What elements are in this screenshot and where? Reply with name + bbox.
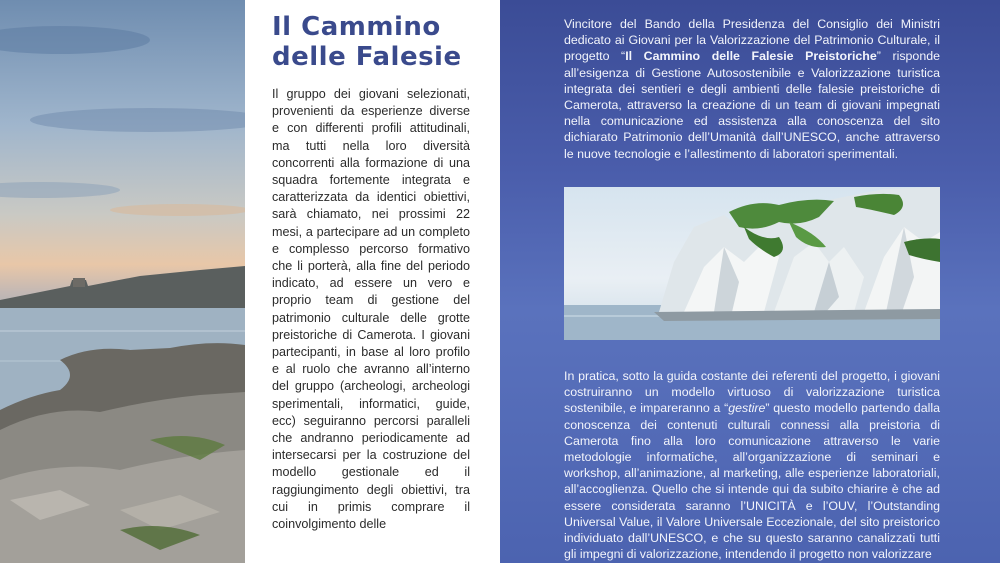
title-line-2: delle Falesie <box>272 42 462 72</box>
cliffs-illustration <box>564 187 940 340</box>
practice-paragraph <box>564 368 940 562</box>
page-title <box>272 12 492 72</box>
title-line-1: Il Cammino <box>272 12 441 42</box>
right-blue-panel <box>500 0 1000 563</box>
coastline-photo <box>0 0 245 563</box>
project-description-paragraph <box>564 16 940 162</box>
white-cliffs-photo <box>564 187 940 340</box>
para1-text-end: ” risponde all’esigenza di Gestione Autosostenibile e Valorizzazione turistica integrata dei sentieri e degli ambienti delle falesie preistoriche di Camerota, attraverso la creazione di un team di giovani impegnati nella comunicazione ed assistenza alla conoscenza del sito dichiarato Patrimonio dell’Umanità dall’UNESCO, anche attraverso le nuove tecnologie e l’allestimento di laboratori sperimentali. <box>564 49 940 161</box>
para1-text-start: Vincitore del Bando della Presidenza del Consiglio dei Ministri dedicato ai Giovani per la Valorizzazione del Patrimonio Culturale, il progetto “ <box>564 17 940 64</box>
intro-paragraph: Il gruppo dei giovani selezionati, provenienti da esperienze diverse e con differenti profili attitudinali, ma tutti nella loro diversità concorrenti alla formazione di una squadra fortemente integrata e caratterizzata da identici obiettivi, sarà chiamato, nei prossimi 22 mesi, a partecipare ad un completo e complesso percorso formativo che li porterà, alla fine del periodo indicato, ad essere un vero e proprio team di gestione del patrimonio culturale delle grotte preistoriche di Camerota. I giovani partecipanti, in base al loro profilo e al ruolo che avranno all’interno del gruppo (archeologi, archeologi sperimentali, informatici, guide, ecc) seguiranno percorsi paralleli che andranno periodicamente ad intersecarsi per la costruzione del modello gestionale ed il raggiungimento degli obiettivi, tra cui in primis comprare il coinvolgimento delle <box>272 87 470 532</box>
para2-text-start: In pratica, sotto la guida costante dei referenti del progetto, i giovani costruiranno un modello virtuoso di valorizzazione turistica sostenibile, e impareranno a “ <box>564 369 940 416</box>
coastline-illustration <box>0 0 245 563</box>
middle-text-column <box>245 0 500 563</box>
para2-text-end: ” questo modello partendo dalla conoscenza dei contenuti culturali connessi alla preistoria di Camerota fino alla loro comunicazione attraverso le varie metodologie informatiche, all’organizzazione di seminari e workshop, all’animazione, al marketing, alle esperienze laboratoriali, all’accoglienza. Quello che si intende qui da subito chiarire è che ad essere considerata saranno l’UNICITÀ e l’OUV, l’Outstanding Universal Value, il Valore Universale Eccezionale, del sito preistorico individuato dall’UNESCO, e che su questo saranno canalizzati tutti gli impegni di valorizzazione, intendendo il progetto non valorizzare <box>564 401 940 562</box>
project-name: Il Cammino delle Falesie Preistoriche <box>625 49 877 64</box>
para2-emphasis: gestire <box>728 401 766 416</box>
